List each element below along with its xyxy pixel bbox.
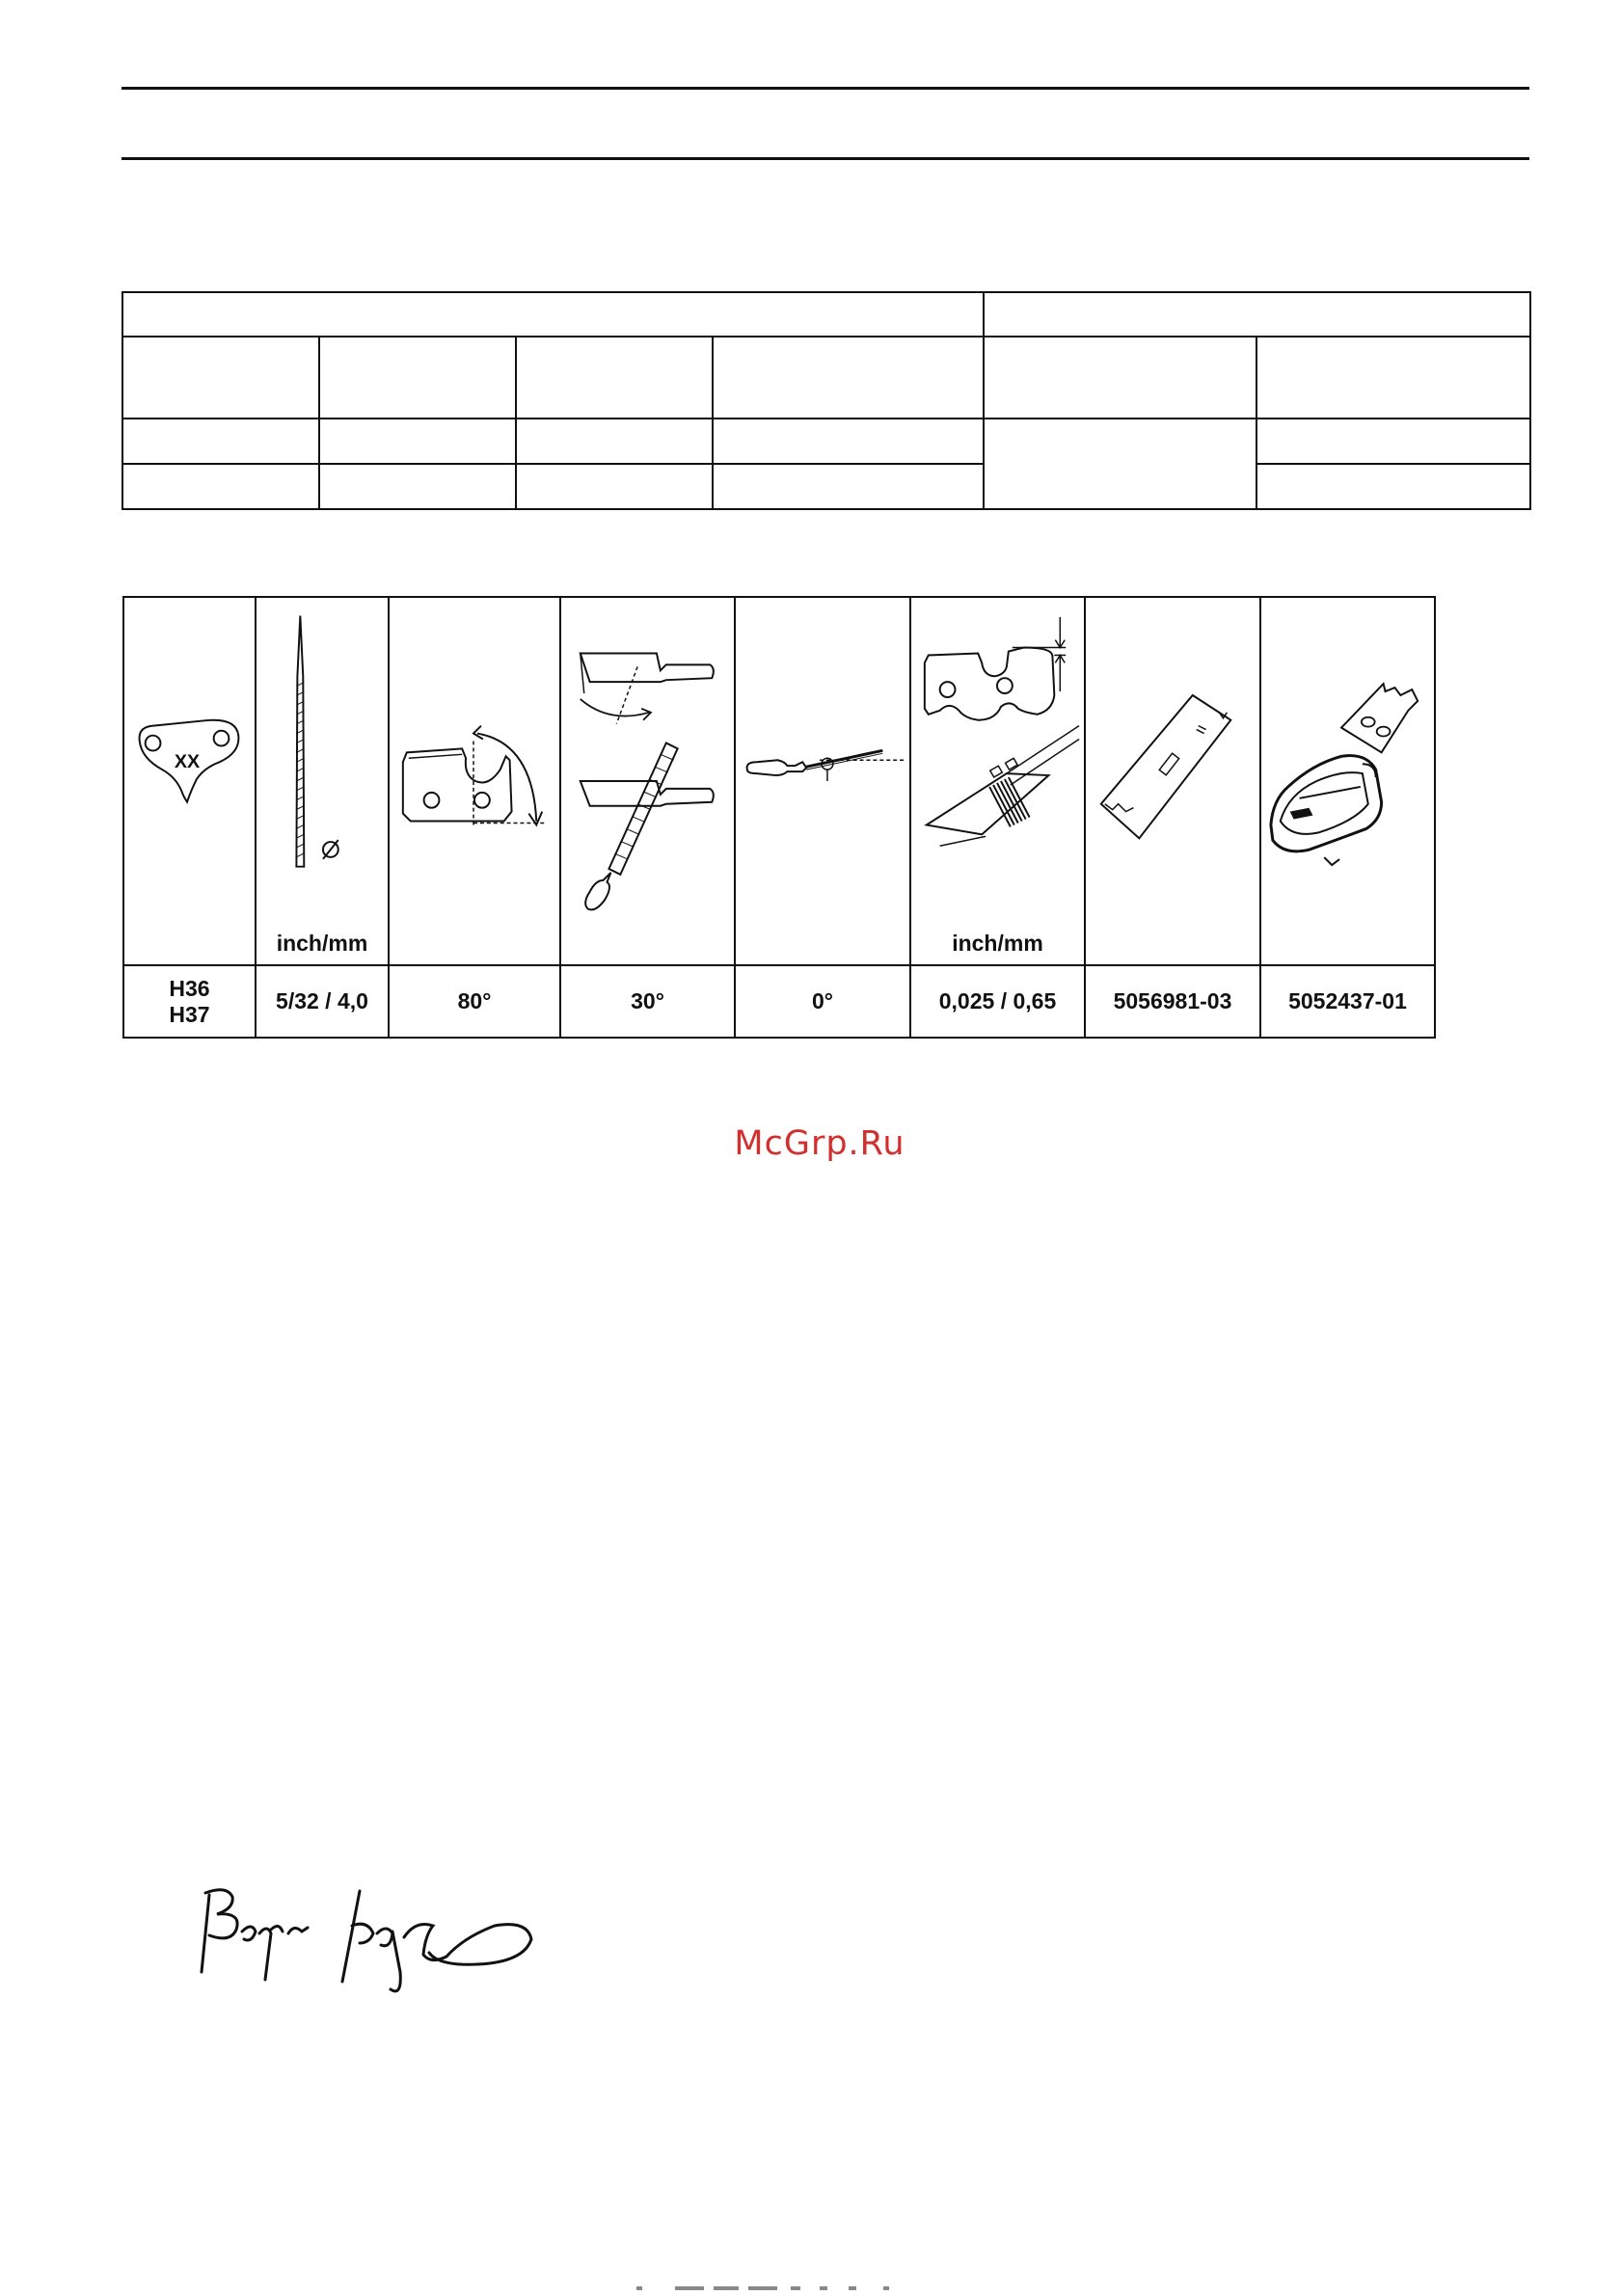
tilt-angle-value: 0° bbox=[735, 965, 910, 1038]
watermark: McGrp.Ru bbox=[734, 1124, 905, 1163]
spec-cell bbox=[1256, 464, 1530, 509]
cutter-top-angle-icon bbox=[390, 598, 559, 964]
chain-type-h37: H37 bbox=[169, 1001, 210, 1027]
file-gauge-value: 5052437-01 bbox=[1260, 965, 1435, 1038]
spec-table bbox=[122, 291, 1531, 510]
spec-cell bbox=[516, 464, 713, 509]
round-file-icon bbox=[257, 598, 388, 964]
values-row bbox=[123, 965, 1435, 1038]
flat-gauge-icon bbox=[1086, 598, 1259, 964]
depth-gauge-tool-cell bbox=[1085, 597, 1260, 965]
file-angle-cell bbox=[560, 597, 735, 965]
depth-gauge-tool-value: 5056981-03 bbox=[1085, 965, 1260, 1038]
spec-col-header bbox=[1256, 337, 1530, 419]
tilt-angle-cell bbox=[735, 597, 910, 965]
spec-col-header bbox=[516, 337, 713, 419]
chain-link-cell bbox=[123, 597, 256, 965]
footer-strip bbox=[636, 2285, 984, 2291]
spec-cell bbox=[713, 464, 984, 509]
chain-link-mark: XX bbox=[174, 751, 201, 773]
spec-table-header-row bbox=[122, 292, 1530, 337]
spec-cell bbox=[122, 464, 319, 509]
side-plate-angle-value: 30° bbox=[560, 965, 735, 1038]
file-handle-icon bbox=[736, 598, 909, 964]
illustration-row bbox=[123, 597, 1435, 965]
spec-group-header-right bbox=[984, 292, 1530, 337]
spec-table-row bbox=[122, 464, 1530, 509]
spec-cell bbox=[1256, 419, 1530, 464]
spec-col-header bbox=[319, 337, 516, 419]
chain-type-h36: H36 bbox=[169, 975, 210, 1001]
depth-gauge-cell bbox=[910, 597, 1085, 965]
spec-cell bbox=[122, 419, 319, 464]
chain-link-icon bbox=[124, 598, 255, 964]
spec-col-header bbox=[984, 337, 1256, 419]
spec-table-row bbox=[122, 419, 1530, 464]
spec-cell bbox=[319, 419, 516, 464]
spec-cell bbox=[319, 464, 516, 509]
file-diameter-value: 5/32 / 4,0 bbox=[256, 965, 389, 1038]
spec-group-header-left bbox=[122, 292, 984, 337]
header-rule bbox=[122, 157, 1529, 160]
top-rule bbox=[122, 87, 1529, 90]
chain-type-cell bbox=[123, 965, 256, 1038]
depth-gauge-unit-label: inch/mm bbox=[952, 931, 1043, 956]
spec-col-header bbox=[122, 337, 319, 419]
file-holder-cell bbox=[1260, 597, 1435, 965]
spec-cell bbox=[516, 419, 713, 464]
file-angle-icon bbox=[561, 598, 734, 964]
spec-table-subheader-row bbox=[122, 337, 1530, 419]
file-unit-label: inch/mm bbox=[276, 931, 368, 956]
chain-sharpening-table bbox=[122, 596, 1436, 1039]
spec-cell bbox=[713, 419, 984, 464]
file-holder-icon bbox=[1261, 598, 1434, 964]
spec-cell-merged bbox=[984, 419, 1256, 509]
depth-gauge-icon bbox=[911, 598, 1084, 964]
signature bbox=[188, 1876, 545, 2011]
top-angle-cell bbox=[389, 597, 560, 965]
round-file-cell bbox=[256, 597, 389, 965]
depth-gauge-value: 0,025 / 0,65 bbox=[910, 965, 1085, 1038]
top-plate-angle-value: 80° bbox=[389, 965, 560, 1038]
spec-col-header bbox=[713, 337, 984, 419]
